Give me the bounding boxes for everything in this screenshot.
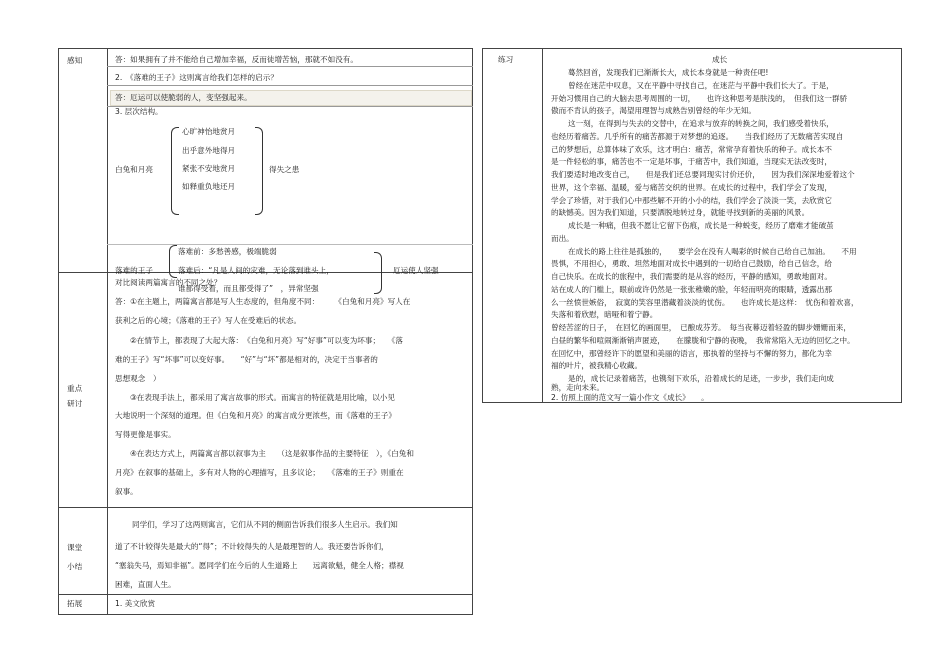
essay-line: 自己快乐。在成长的旅程中，我们需要的是从容的经历，平静的感知，勇敢地面对。 bbox=[551, 272, 832, 281]
essay-line: 熟，走向未来。 bbox=[551, 383, 605, 392]
row-divider bbox=[58, 507, 473, 508]
summary-line: 同学们，学习了这两则寓言，它们从不同的侧面告诉我们很多人生启示。我们知 bbox=[132, 520, 398, 529]
story-1-item: 心旷神怡地赏月 bbox=[182, 127, 236, 136]
essay-line: 白昼的繁华和喧闹渐渐销声匿迹， 在朦胧和宁静的夜晚， 我常常陷入无边的回忆之中。 bbox=[551, 336, 855, 345]
summary-line: “塞翁失马，焉知非福”。愿同学们在今后的人生道路上 远离欲魁，健全人格；襟视 bbox=[115, 561, 404, 570]
extension-item: 1. 美文欣赏 bbox=[115, 599, 156, 608]
row-label-xiaojie: 小结 bbox=[67, 562, 83, 571]
question-2: 2. 《落难的王子》这则寓言给我们怎样的启示？ bbox=[115, 73, 278, 82]
essay-line: 傲而不肯认的孩子，渴望用理智与成熟告别曾经的年少无知。 bbox=[551, 106, 757, 115]
story-2-result: 厄运使人坚强 bbox=[393, 266, 439, 275]
story-2-item: 落难后：“凡是人间的灾难，无论落到谁头上， bbox=[178, 266, 334, 275]
discussion-line: 月亮》在叙事的基础上，多有对人物的心理描写，且多议论； 《落难的王子》则重在 bbox=[115, 468, 404, 477]
story-2-item: 落难前：多愁善感，极端脆弱 bbox=[178, 247, 277, 256]
row-label-zhongdian: 重点 bbox=[67, 384, 83, 393]
essay-line: 是一件轻松的事，痛苦也不一定是坏事，于痛苦中，我们知道，当现实无法改变时， bbox=[551, 157, 832, 166]
essay-line: 是的，成长记录着痛苦，也镌刻下欢乐，沿着成长的足迹，一步步，我们走向成 bbox=[568, 374, 834, 383]
cell-line bbox=[107, 66, 473, 67]
discussion-line: 难的王子》写“坏事”可以变好事。 “好”与“坏”都是相对的，决定于当事者的 bbox=[115, 355, 378, 364]
essay-line: 己的梦想后，总算体味了欢乐，这才明白：痛苦，常常孕育着快乐的种子。成长本不 bbox=[551, 145, 832, 154]
question-3: 3. 层次结构。 bbox=[115, 107, 163, 116]
essay-line: 福的叶片，被我精心收藏。 bbox=[551, 361, 643, 370]
story-1-item: 如释重负地还月 bbox=[182, 182, 236, 191]
discussion-line: 获利之后的心境；《落难的王子》写人在受难后的状态。 bbox=[115, 316, 302, 325]
story-1-item: 紧张不安地赏月 bbox=[182, 164, 236, 173]
discussion-line: 答：①在主题上，两篇寓言都是写人生态度的，但角度不同： 《白兔和月亮》写人在 bbox=[115, 297, 411, 306]
essay-line: 的缺憾美。因为我们知道，只要洒脱地转过身，就能寻找到新的美丽的风景。 bbox=[551, 208, 810, 217]
left-table-border bbox=[58, 48, 473, 615]
essay-line: 这一刻，在得到与失去的交替中，在追求与放弃的转换之间，我们感受着快乐， bbox=[568, 119, 834, 128]
essay-line: 而出。 bbox=[551, 234, 574, 243]
discussion-line: 叙事。 bbox=[115, 487, 138, 496]
left-brace bbox=[171, 127, 179, 215]
writing-task: 2. 仿照上面的范文写一篇小作文《成长》 。 bbox=[551, 393, 709, 402]
row-label-yantao: 研讨 bbox=[67, 399, 83, 408]
discussion-line: 思想观念 ） bbox=[115, 374, 161, 383]
story-2-item: 谁都得受着，而且都受得了” ，异常坚强 bbox=[178, 284, 319, 293]
label-column-divider bbox=[542, 48, 543, 403]
essay-line: 在回忆中，那曾经许下的愿望和美丽的语言，那执着的坚持与不懈的努力，都化为幸 bbox=[551, 349, 832, 358]
row-divider bbox=[58, 594, 473, 595]
right-brace bbox=[374, 252, 382, 294]
story-1-result: 得失之患 bbox=[269, 165, 300, 174]
left-brace bbox=[169, 245, 177, 278]
story-1-title: 白兔和月亮 bbox=[115, 165, 153, 174]
summary-line: 困难，直面人生。 bbox=[115, 580, 176, 589]
essay-line: 开始习惯用自己的大脑去思考周围的一切， 也许这种思考是肤浅的， 但我们这一群骄 bbox=[551, 94, 848, 103]
discussion-line: 对比阅读两篇寓言的不同之处？ bbox=[115, 278, 222, 287]
label-column-divider bbox=[107, 48, 108, 615]
essay-line: 曾经苦涩的日子， 在回忆的画面里， 已酿成芬芳。 每当夜幕迈着轻盈的脚步姗姗而来， bbox=[551, 323, 851, 332]
essay-line: 站在成人的门槛上，眼前或许仍然是一张张稚嫩的脸，年轻而明亮的眼睛，透露出那 bbox=[551, 285, 832, 294]
story-2-title: 落难的王子 bbox=[115, 266, 153, 275]
essay-line: 曾经在迷茫中叹息，又在平静中寻找自己，在迷茫与平静中我们长大了。于是， bbox=[568, 81, 834, 90]
discussion-line: 写得更像是事实。 bbox=[115, 430, 176, 439]
row-label-ganzhi: 感知 bbox=[67, 56, 83, 65]
essay-line: 么一丝愤世嫉俗， 寂寞的笑容里潜藏着淡淡的忧伤。 也许成长是这样： 忧伤和着欢喜， bbox=[551, 298, 859, 307]
summary-line: 道了不计较得失是最大的“得”；不计较得失的人是最理智的人。我还要告诉你们， bbox=[115, 542, 389, 551]
row-label-tuozhan: 拓展 bbox=[67, 599, 83, 608]
discussion-line: ③在表现手法上，都采用了寓言故事的形式。而寓言的特征就是用比喻，以小见 bbox=[130, 393, 395, 402]
essay-line: 蓦然回首，发现我们已渐渐长大，成长本身就是一种责任吧! bbox=[568, 68, 769, 77]
cell-line bbox=[107, 244, 473, 245]
practice-label: 练习 bbox=[498, 55, 514, 64]
essay-line: 失落和着欣慰，暗哑和着宁静。 bbox=[551, 310, 658, 319]
answer-2: 答：厄运可以使脆弱的人，变坚强起来。 bbox=[115, 93, 252, 102]
row-label-ketang: 课堂 bbox=[67, 543, 83, 552]
story-1-item: 出乎意外地得月 bbox=[182, 146, 236, 155]
cell-line bbox=[107, 85, 473, 86]
discussion-line: ④在表达方式上，两篇寓言都以叙事为主 （这是叙事作品的主要特征 ），《白兔和 bbox=[130, 449, 414, 458]
discussion-line: 大地说明一个深刻的道理。但《白兔和月亮》的寓言成分更浓些，而《落难的王子》 bbox=[115, 411, 396, 420]
essay-line: 在成长的路上往往是孤独的， 要学会在没有人喝彩的时候自己给自己加油。 不用 bbox=[568, 247, 857, 256]
essay-line: 我们要适时地改变自己， 但是我们还总要同现实讨价还价， 因为我们深深地爱着这个 bbox=[551, 170, 855, 179]
essay-title: 成长 bbox=[712, 55, 728, 64]
essay-line: 畏惧，不用担心，勇敢、坦然地面对成长中遇到的一切给自己鼓励，给自己信念，给 bbox=[551, 259, 832, 268]
essay-line: 世界，这个幸福、温暖，爱与痛苦交织的世界。在成长的过程中，我们学会了发现， bbox=[551, 183, 832, 192]
essay-line: 成长是一种痛，但我不愿让它留下伤痕，成长是一种蜕变，经历了磨难才能破茧 bbox=[568, 221, 834, 230]
discussion-line: ②在情节上，都表现了大起大落： 《白兔和月亮》写“好事”可以变为坏事； 《落 bbox=[130, 336, 403, 345]
essay-line: 学会了珍惜，对于我们心中那些解不开的小小的结，我们学会了淡淡一笑，去欣赏它 bbox=[551, 196, 832, 205]
essay-line: 也经历着痛苦。几乎所有的痛苦都源于对梦想的追逐。 当我们经历了无数痛苦实现自 bbox=[551, 132, 844, 141]
answer-1: 答：如果拥有了并不能给自己增加幸福，反而徒增苦恼，那就不如没有。 bbox=[115, 55, 358, 64]
right-brace bbox=[255, 127, 263, 215]
